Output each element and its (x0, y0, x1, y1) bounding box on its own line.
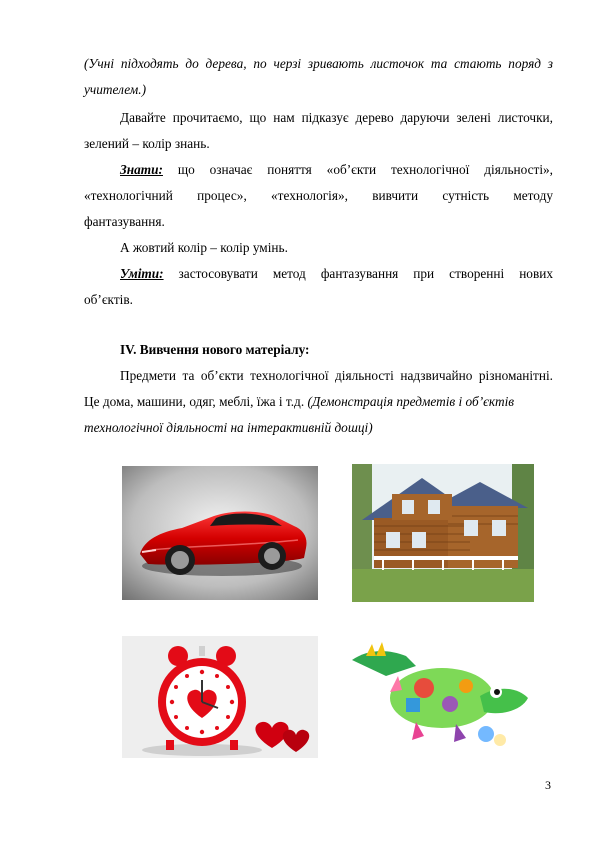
objects-text: Це дома, машини, одяг, меблі, їжа і т.д. (84, 394, 308, 409)
skills-text: застосовувати метод фантазування при створенні нових (163, 266, 553, 281)
para-green-line-2: зелений – колір знань. (84, 136, 210, 151)
instruction-line-1: (Учні підходять до дерева, по черзі зривають листочок та стають поряд з (84, 56, 553, 71)
demo-note-start: (Демонстрація предметів і об’єктів (307, 394, 515, 409)
alarm-clock-image (122, 636, 318, 758)
wooden-house-image (352, 464, 534, 602)
objects-line-1: Предмети та об’єкти технологічної діяльності надзвичайно різноманітні. (120, 368, 553, 383)
skills-line-2: об’єктів. (84, 292, 133, 307)
sports-car-image (122, 466, 318, 600)
know-text: що означає поняття «об’єкти технологічної діяльності», (162, 162, 553, 177)
know-label: Знати: (120, 162, 163, 177)
know-line-1 (120, 162, 553, 178)
know-line-2: «технологічний процес», «технологія», вивчити сутність методу (84, 188, 553, 203)
skills-line-1 (120, 266, 553, 282)
skills-label: Уміти: (120, 266, 164, 281)
instruction-line-2: учителем.) (84, 82, 147, 97)
para-green-line-1: Давайте прочитаємо, що нам підказує дерево даруючи зелені листочки, (120, 110, 553, 125)
know-line-3: фантазування. (84, 214, 165, 229)
yellow-color-line: А жовтий колір – колір умінь. (120, 240, 288, 255)
objects-line-2 (84, 394, 553, 410)
page-number: 3 (545, 778, 551, 792)
crocodile-toy-image (346, 636, 532, 758)
section-heading: IV. Вивчення нового матеріалу: (120, 342, 310, 357)
objects-line-3: технологічної діяльності на інтерактивній дошці) (84, 420, 373, 435)
